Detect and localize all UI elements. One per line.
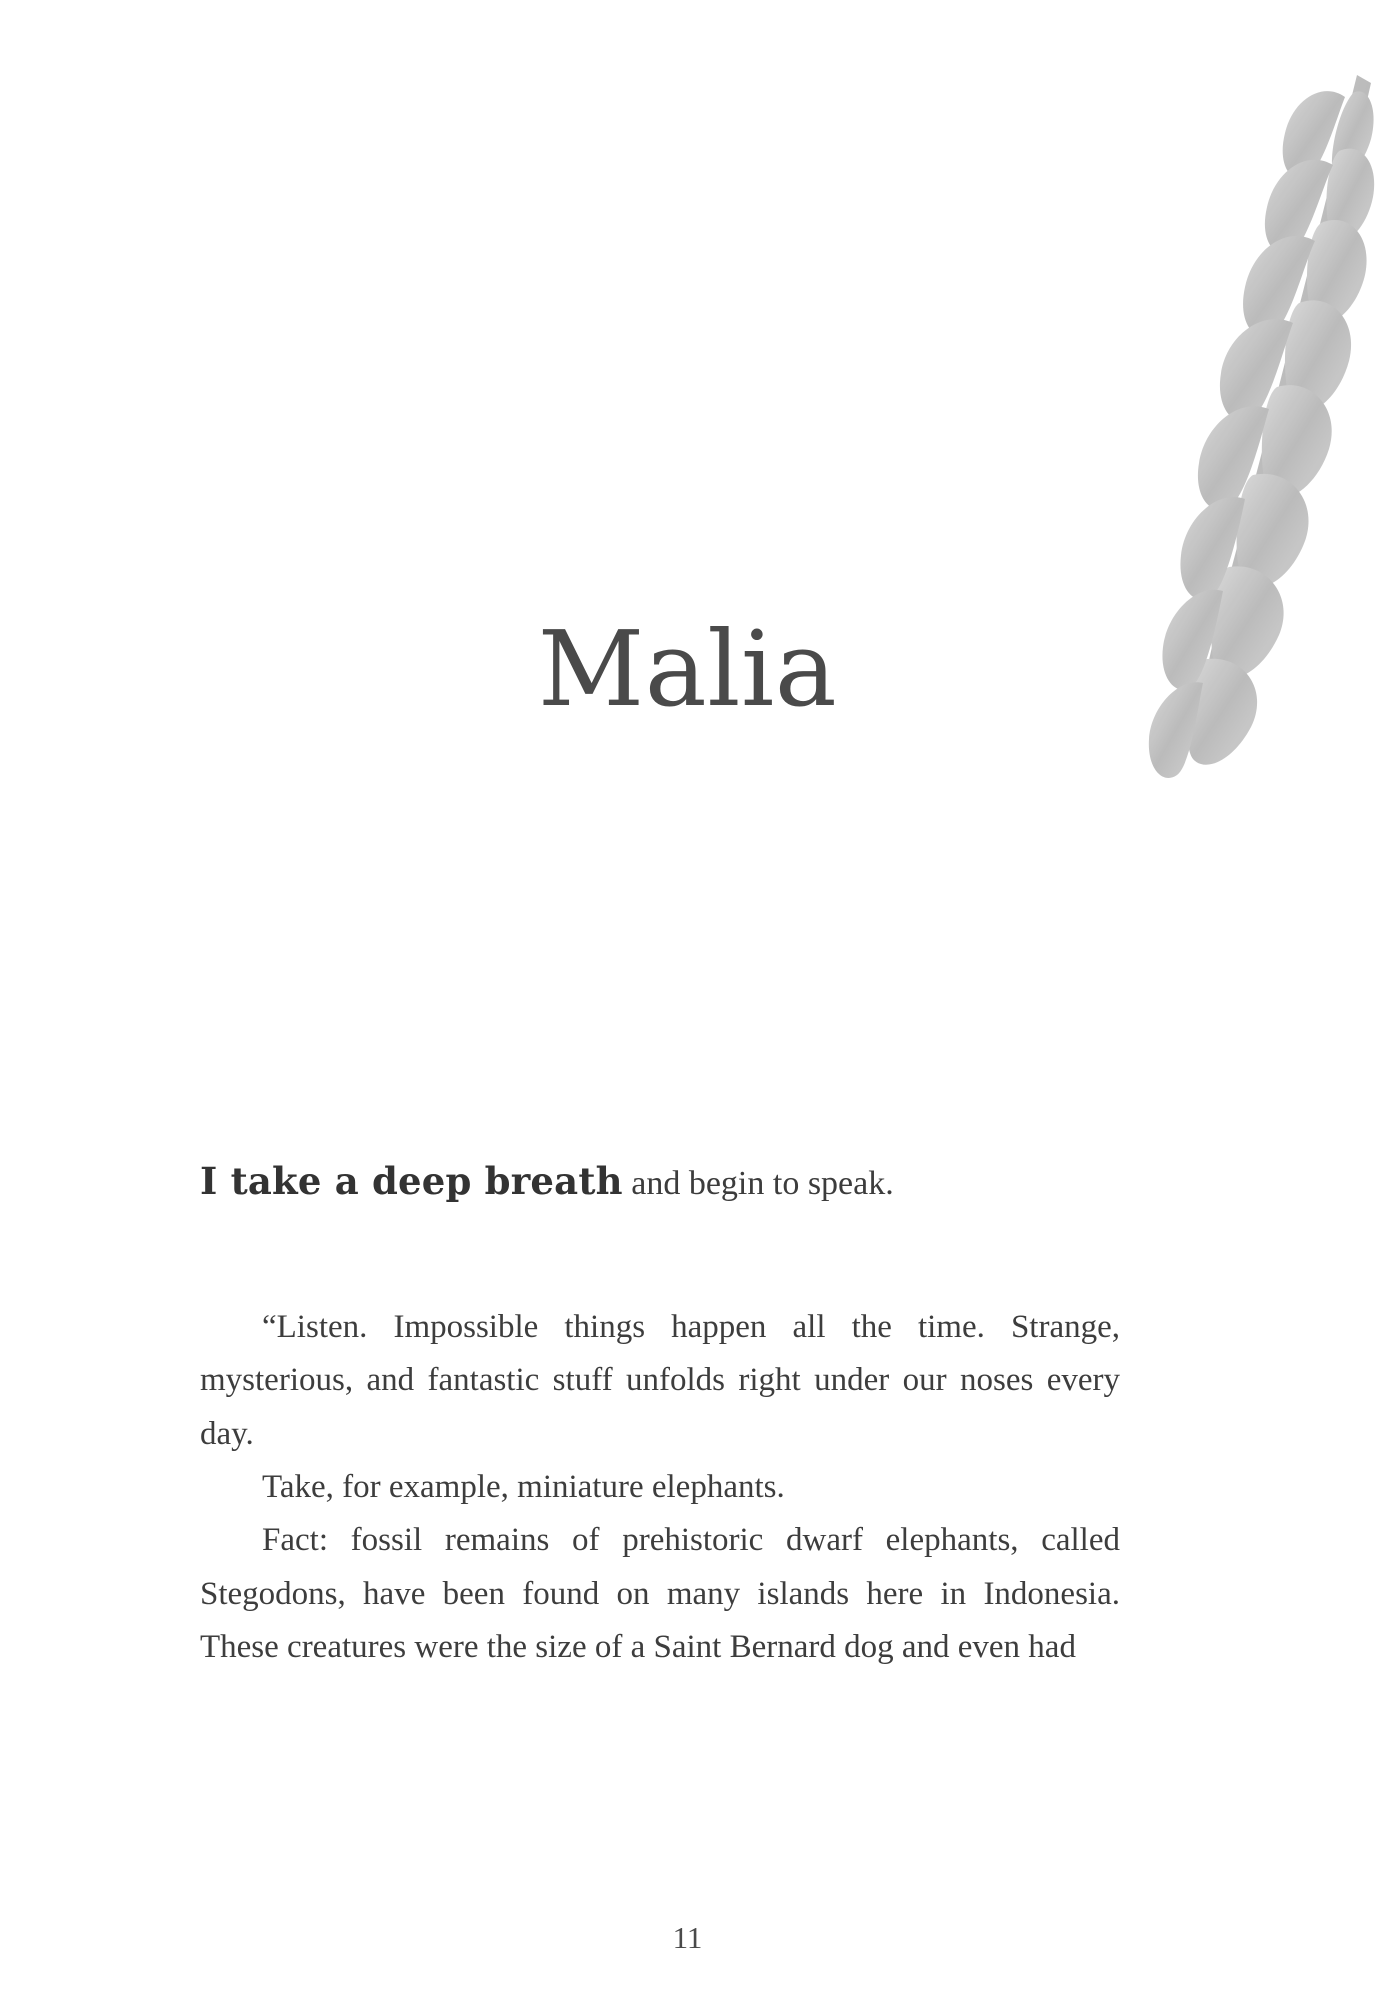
- lede-rest-phrase: and begin to speak.: [622, 1165, 894, 1202]
- paragraph: Take, for example, miniature elephants.: [262, 1469, 785, 1505]
- chapter-title: Malia: [537, 607, 838, 730]
- lede-paragraph: [200, 1155, 1120, 1209]
- body-text-column: [200, 1155, 1120, 1675]
- page-number: 11: [672, 1920, 703, 1955]
- paragraph: “Listen. Impossible things happen all the time. Strange, mysterious, and fantastic stuff unfolds right under our noses every day.: [200, 1308, 1120, 1452]
- paragraph: Fact: fossil remains of prehistoric dwarf elephants, called Stegodons, have been found on many islands here in Indonesia. These creatures were the size of a Saint Bernard dog and even had: [200, 1522, 1120, 1666]
- lede-opening-phrase: I take a deep breath: [200, 1159, 623, 1203]
